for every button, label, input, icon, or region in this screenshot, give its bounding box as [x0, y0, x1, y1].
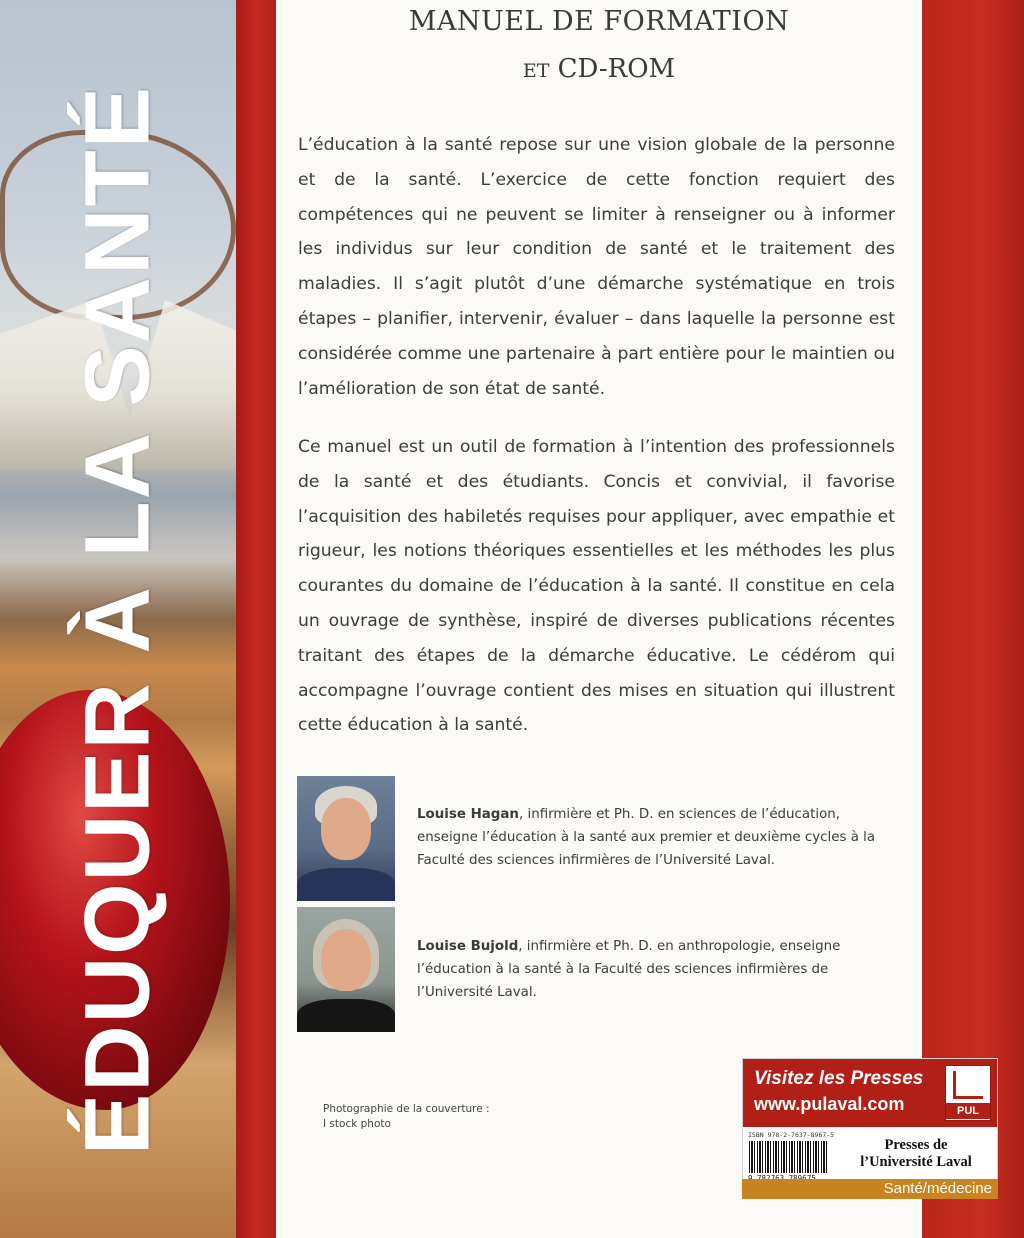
author-bio-text-bujold: , infirmière et Ph. D. en anthropologie, enseigne l’éducation à la santé à la Faculté des sciences infirmières de l’Université Laval.	[417, 939, 841, 1000]
description-paragraph-2: Ce manuel est un outil de formation à l’intention des professionnels de la santé et des étudiants. Concis et convivial, il favorise l’acquisition des habiletés requises pour appliquer, avec empathie et rigueur, les notions théoriques essentielles et les méthodes les plus courantes du domaine de l’éducation à la santé. Il constitue en cela un ouvrage de synthèse, inspiré de diverses publications récentes traitant des étapes de la démarche éducative. Le cédérom qui accompagne l’ouvrage contient des mises en situation qui illustrent cette éducation à la santé.	[298, 437, 895, 736]
isbn: ISBN 978-2-7637-8967-5	[748, 1131, 835, 1139]
publisher-name-line2: l’Université Laval	[860, 1154, 972, 1170]
header-subtitle	[276, 54, 922, 84]
pul-logo-icon	[945, 1065, 991, 1121]
header-subtitle-small: ET	[522, 60, 550, 82]
photo-credit-line1: Photographie de la couverture :	[323, 1103, 490, 1115]
author-photo-hagan	[297, 776, 395, 901]
spine-title-area	[0, 0, 236, 1238]
website-link[interactable]: www.pulaval.com	[754, 1094, 905, 1114]
author-name-bujold: Louise Bujold	[417, 939, 519, 954]
author-bio-text-hagan: , infirmière et Ph. D. en sciences de l’éducation, enseigne l’éducation à la santé aux premier et deuxième cycles à la Faculté des sciences infirmières de l’Université Laval.	[417, 807, 876, 868]
publisher-website-banner[interactable]	[743, 1059, 997, 1127]
author-bio-hagan	[417, 803, 895, 872]
category-band: Santé/médecine	[742, 1179, 998, 1199]
photo-credit	[323, 1102, 490, 1132]
header-subtitle-main: CD-ROM	[557, 54, 676, 84]
author-photo-bujold	[297, 907, 395, 1032]
description-paragraph-1: L’éducation à la santé repose sur une vision globale de la personne et de la santé. L’exercice de cette fonction requiert des compétences qui ne peuvent se limiter à renseigner ou à informer les individus sur leur condition de santé et le traitement des maladies. Il s’agit plutôt d’une démarche systématique en trois étapes – planifier, intervenir, évaluer – dans laquelle la personne est considérée comme une partenaire à part entière pour le maintien ou l’amélioration de son état de santé.	[298, 135, 895, 399]
red-border-left	[236, 0, 276, 1238]
photo-credit-line2: I stock photo	[323, 1118, 391, 1130]
header-title: MANUEL DE FORMATION	[408, 6, 790, 37]
barcode-icon	[749, 1141, 829, 1173]
publisher-block	[742, 1058, 998, 1198]
publisher-name	[835, 1137, 997, 1171]
back-cover-panel	[276, 0, 922, 1238]
publisher-name-line1: Presses de	[884, 1137, 948, 1153]
red-border-right	[922, 0, 1024, 1238]
pul-logo-text: PUL	[946, 1103, 990, 1119]
spine-title: ÉDUQUER À LA SANTÉ	[66, 84, 169, 1156]
author-name-hagan: Louise Hagan	[417, 807, 519, 822]
visit-text: Visitez les Presses	[754, 1068, 924, 1089]
author-bio-bujold	[417, 935, 895, 1004]
